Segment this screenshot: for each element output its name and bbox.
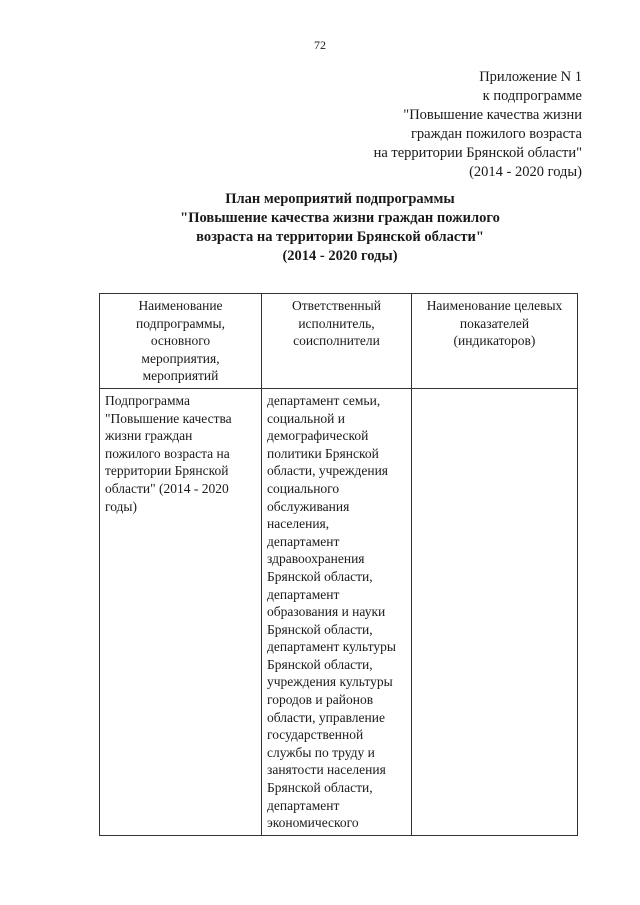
- cell-line: области" (2014 - 2020: [105, 480, 229, 496]
- cell-line: государственной: [267, 727, 364, 743]
- plan-title-line: "Повышение качества жизни граждан пожилого: [180, 210, 500, 226]
- table-header-row: [100, 294, 578, 389]
- cell-line: службы по труду и: [267, 744, 375, 760]
- header-executor-column: [262, 294, 412, 389]
- cell-line: демографической: [267, 428, 369, 444]
- measures-table: [99, 293, 578, 836]
- table-row: [100, 388, 578, 835]
- cell-line: жизни граждан: [105, 428, 193, 444]
- cell-line: области, управление: [267, 709, 385, 725]
- header-line: Ответственный: [292, 298, 381, 313]
- cell-line: пожилого возраста на: [105, 445, 230, 461]
- cell-line: образования и науки: [267, 604, 386, 620]
- cell-line: "Повышение качества: [105, 410, 232, 426]
- cell-subprogram-name: [100, 388, 262, 835]
- cell-line: департамент семьи,: [267, 392, 381, 408]
- cell-line: годы): [105, 498, 137, 514]
- appendix-line: "Повышение качества жизни: [403, 107, 582, 123]
- cell-line: департамент: [267, 797, 340, 813]
- cell-line: городов и районов: [267, 692, 374, 708]
- cell-responsible-executor: [262, 388, 412, 835]
- header-line: соисполнители: [293, 333, 380, 349]
- cell-line: обслуживания: [267, 498, 350, 514]
- cell-line: департамент культуры: [267, 639, 396, 655]
- plan-title: [120, 190, 560, 266]
- header-line: мероприятия,: [141, 350, 220, 366]
- plan-title-line: План мероприятий подпрограммы: [225, 191, 455, 207]
- cell-line: области, учреждения: [267, 463, 389, 479]
- cell-target-indicators: [412, 388, 578, 835]
- header-line: подпрограммы,: [136, 315, 225, 331]
- header-line: исполнитель,: [298, 315, 375, 331]
- cell-line: здравоохранения: [267, 551, 365, 567]
- header-indicators-column: [412, 294, 578, 389]
- header-line: основного: [150, 333, 211, 349]
- cell-line: учреждения культуры: [267, 674, 393, 690]
- cell-line: социального: [267, 480, 340, 496]
- cell-line: Брянской области,: [267, 656, 373, 672]
- header-line: Наименование целевых: [426, 298, 563, 313]
- cell-line: Брянской области,: [267, 780, 373, 796]
- cell-line: Подпрограмма: [105, 392, 190, 408]
- appendix-line: граждан пожилого возраста: [410, 126, 582, 142]
- cell-line: занятости населения: [267, 762, 386, 778]
- appendix-line: на территории Брянской области": [373, 145, 582, 161]
- page-number: 72: [314, 38, 326, 52]
- cell-line: населения,: [267, 516, 330, 532]
- appendix-line: (2014 - 2020 годы): [469, 164, 582, 180]
- plan-title-line: (2014 - 2020 годы): [282, 248, 398, 264]
- appendix-line: к подпрограмме: [482, 88, 582, 104]
- header-line: Наименование: [138, 298, 223, 313]
- cell-line: Брянской области,: [267, 568, 373, 584]
- cell-line: департамент: [267, 533, 340, 549]
- header-line: показателей: [459, 315, 530, 331]
- cell-line: социальной и: [267, 410, 345, 426]
- cell-line: политики Брянской: [267, 445, 379, 461]
- header-line: (индикаторов): [453, 333, 536, 349]
- cell-line: департамент: [267, 586, 340, 602]
- appendix-line: Приложение N 1: [479, 69, 582, 85]
- cell-line: Брянской области,: [267, 621, 373, 637]
- header-line: мероприятий: [142, 368, 219, 384]
- cell-line: экономического: [267, 815, 359, 831]
- appendix-reference: [374, 68, 582, 182]
- cell-line: территории Брянской: [105, 463, 229, 479]
- plan-title-line: возраста на территории Брянской области": [196, 229, 484, 245]
- header-name-column: [100, 294, 262, 389]
